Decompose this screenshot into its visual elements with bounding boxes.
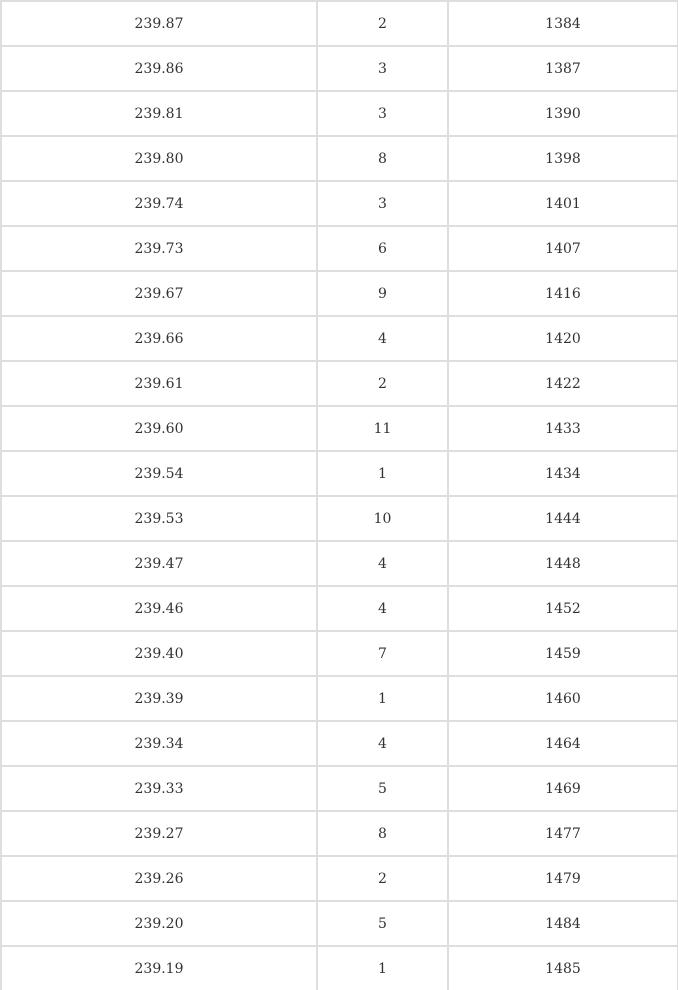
count-cell: 3 [317,181,448,226]
cumulative-cell: 1390 [448,91,678,136]
table-body [1,1,678,990]
table-row [1,316,678,361]
table-row [1,91,678,136]
score-cell: 239.74 [1,181,317,226]
cumulative-cell: 1420 [448,316,678,361]
count-cell: 10 [317,496,448,541]
score-cell: 239.47 [1,541,317,586]
cumulative-cell: 1459 [448,631,678,676]
score-cell: 239.27 [1,811,317,856]
table-row [1,1,678,46]
score-cell: 239.67 [1,271,317,316]
cumulative-cell: 1464 [448,721,678,766]
score-cell: 239.86 [1,46,317,91]
count-cell: 2 [317,361,448,406]
cumulative-cell: 1452 [448,586,678,631]
cumulative-cell: 1433 [448,406,678,451]
count-cell: 6 [317,226,448,271]
table-row [1,766,678,811]
score-cell: 239.81 [1,91,317,136]
table-row [1,676,678,721]
cumulative-cell: 1387 [448,46,678,91]
count-cell: 4 [317,316,448,361]
table-row [1,451,678,496]
score-cell: 239.40 [1,631,317,676]
cumulative-cell: 1477 [448,811,678,856]
score-cell: 239.33 [1,766,317,811]
table-row [1,541,678,586]
score-cell: 239.53 [1,496,317,541]
score-cell: 239.26 [1,856,317,901]
cumulative-cell: 1407 [448,226,678,271]
table-row [1,271,678,316]
score-cell: 239.39 [1,676,317,721]
table-row [1,901,678,946]
score-cell: 239.87 [1,1,317,46]
table-row [1,721,678,766]
table-row [1,631,678,676]
cumulative-cell: 1398 [448,136,678,181]
count-cell: 2 [317,856,448,901]
table-row [1,406,678,451]
cumulative-cell: 1485 [448,946,678,990]
table-row [1,586,678,631]
score-cell: 239.66 [1,316,317,361]
count-cell: 3 [317,91,448,136]
cumulative-cell: 1384 [448,1,678,46]
table-row [1,946,678,990]
table-row [1,811,678,856]
score-cell: 239.20 [1,901,317,946]
table-row [1,46,678,91]
table-row [1,136,678,181]
score-cell: 239.54 [1,451,317,496]
score-cell: 239.61 [1,361,317,406]
count-cell: 5 [317,766,448,811]
count-cell: 8 [317,811,448,856]
count-cell: 8 [317,136,448,181]
count-cell: 4 [317,541,448,586]
cumulative-cell: 1448 [448,541,678,586]
cumulative-cell: 1416 [448,271,678,316]
score-cell: 239.46 [1,586,317,631]
cumulative-cell: 1444 [448,496,678,541]
count-cell: 3 [317,46,448,91]
table-row [1,361,678,406]
score-cell: 239.19 [1,946,317,990]
cumulative-cell: 1422 [448,361,678,406]
table-row [1,181,678,226]
count-cell: 9 [317,271,448,316]
cumulative-cell: 1434 [448,451,678,496]
cumulative-cell: 1469 [448,766,678,811]
count-cell: 4 [317,721,448,766]
table-row [1,856,678,901]
count-cell: 2 [317,1,448,46]
score-cell: 239.60 [1,406,317,451]
count-cell: 1 [317,946,448,990]
cumulative-cell: 1401 [448,181,678,226]
count-cell: 1 [317,676,448,721]
score-cell: 239.80 [1,136,317,181]
cumulative-cell: 1484 [448,901,678,946]
table-row [1,496,678,541]
count-cell: 1 [317,451,448,496]
count-cell: 7 [317,631,448,676]
table-row [1,226,678,271]
count-cell: 4 [317,586,448,631]
count-cell: 5 [317,901,448,946]
cumulative-cell: 1460 [448,676,678,721]
count-cell: 11 [317,406,448,451]
score-cell: 239.34 [1,721,317,766]
cumulative-cell: 1479 [448,856,678,901]
score-cell: 239.73 [1,226,317,271]
